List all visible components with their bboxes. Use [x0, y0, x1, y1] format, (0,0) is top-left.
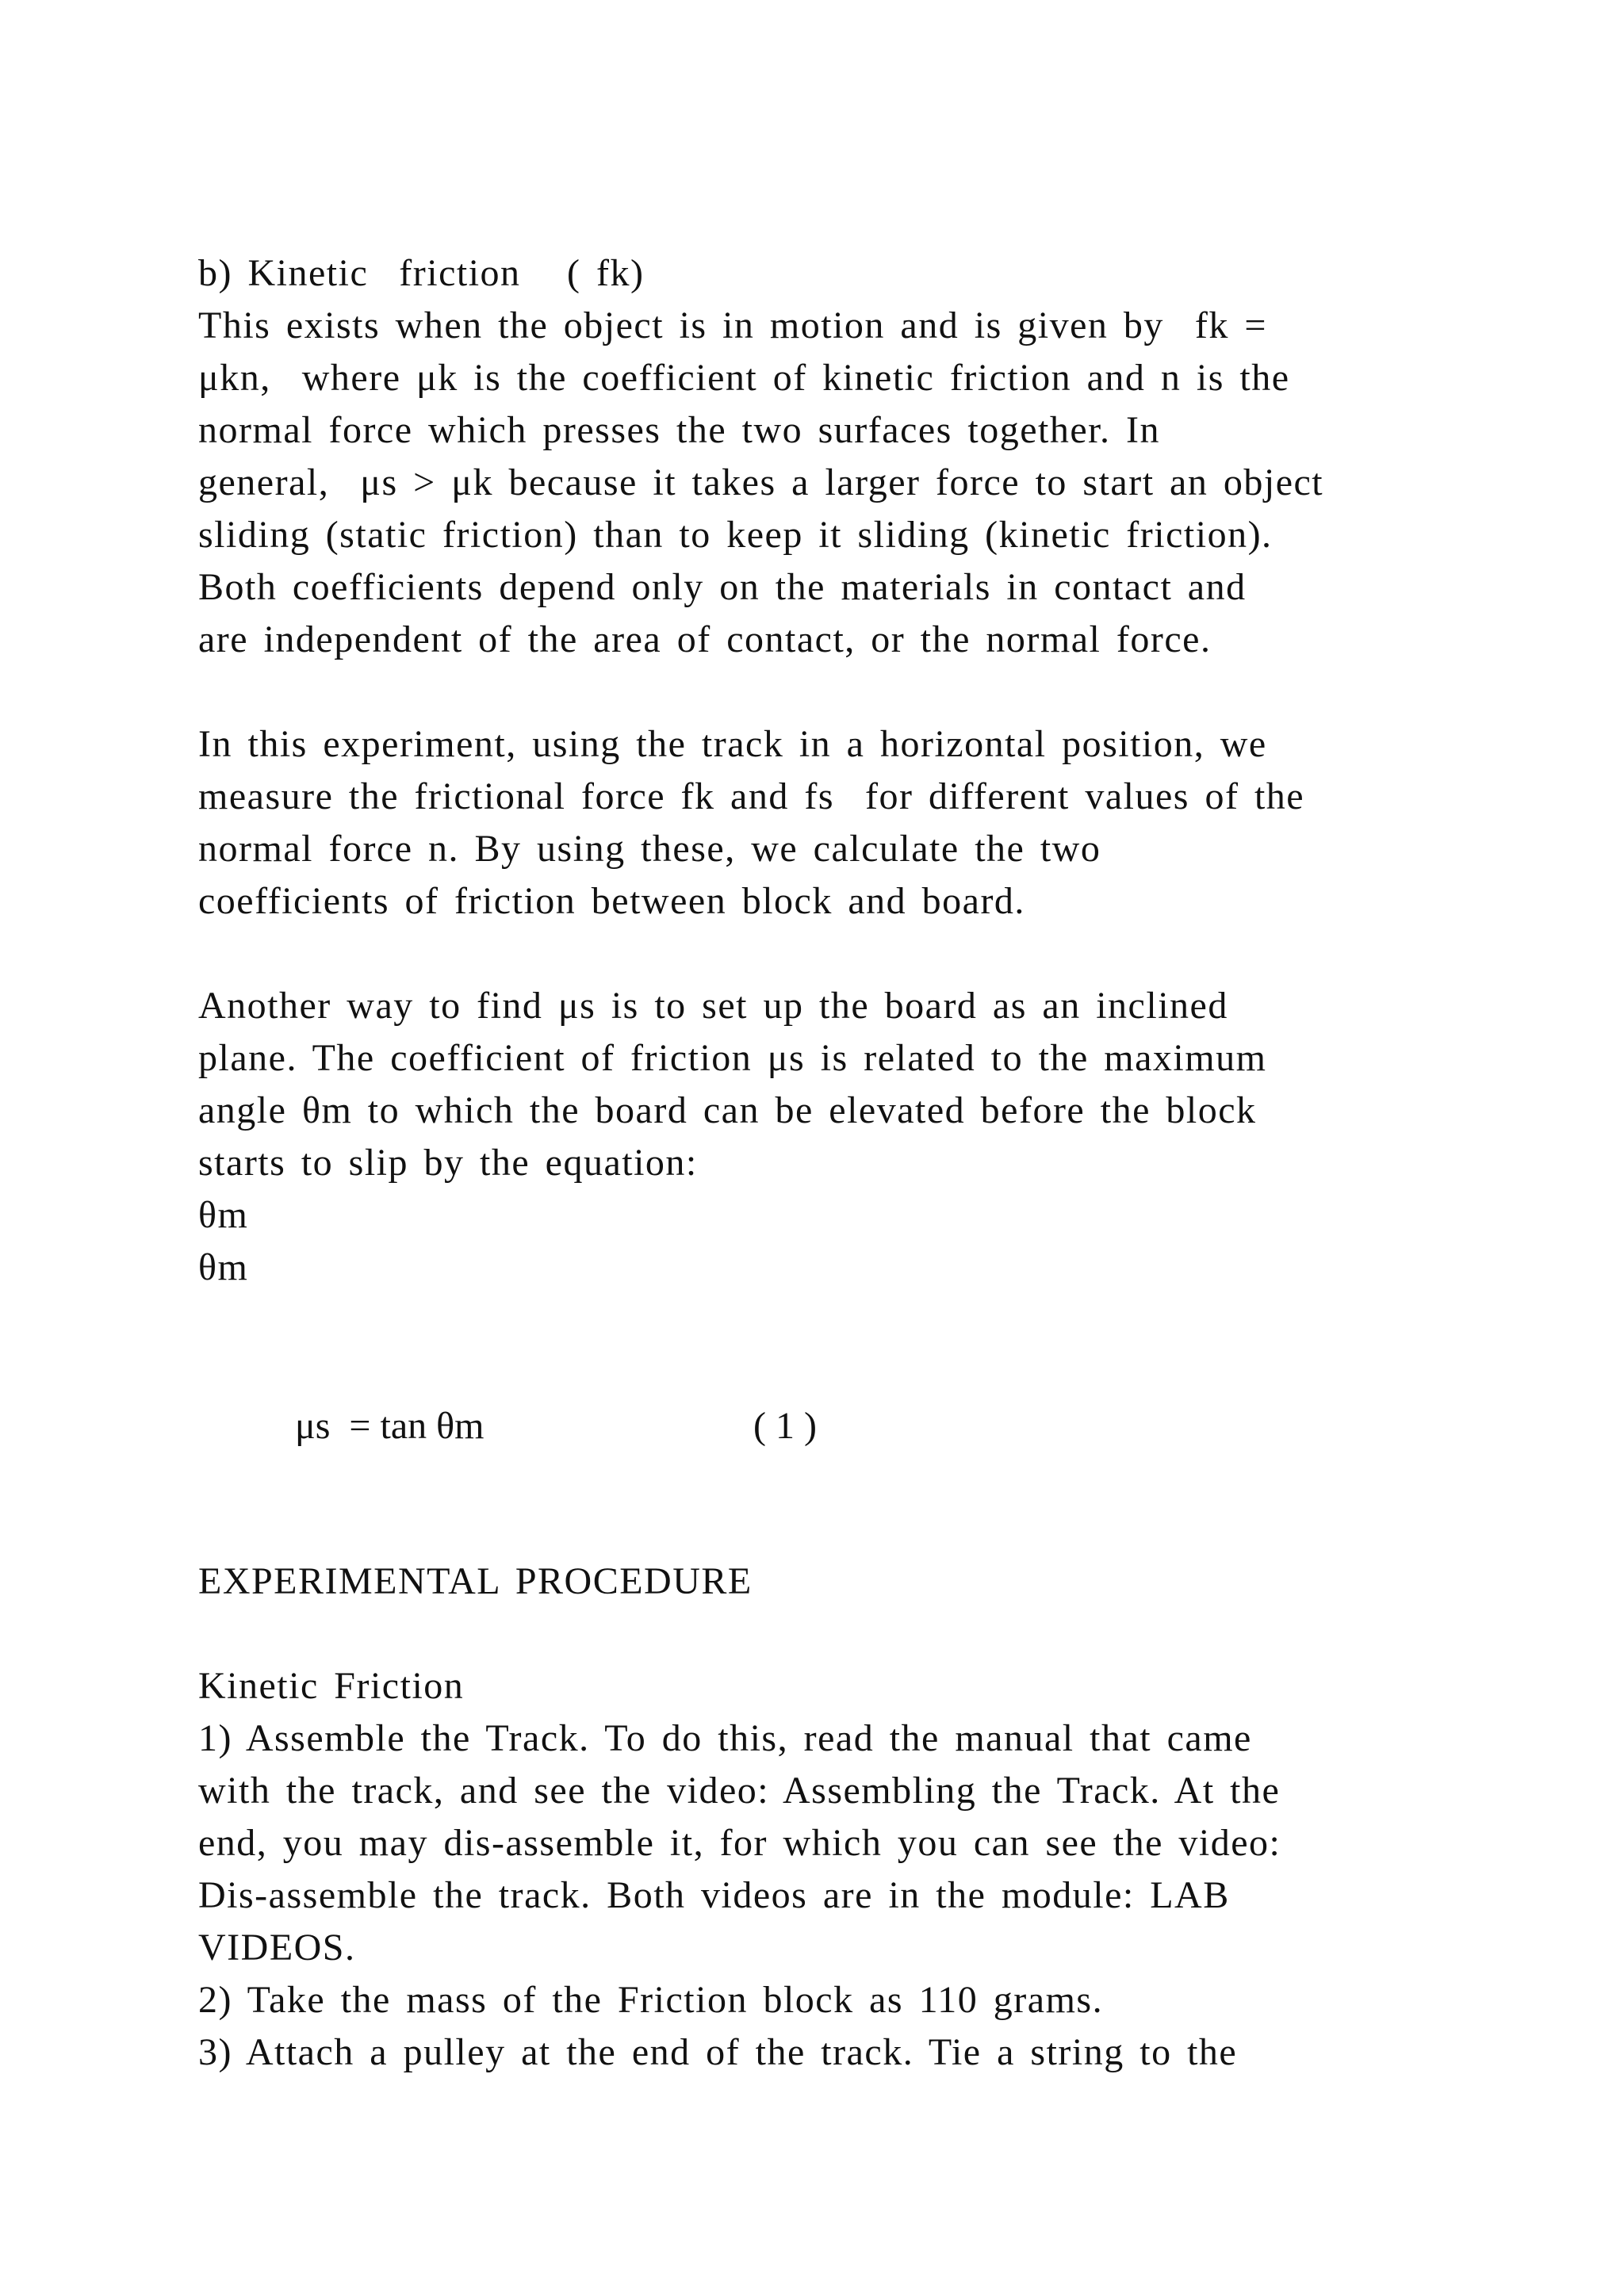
paragraph-line: coefficients of friction between block and board. — [198, 880, 1025, 922]
paragraph-line: μkn, where μk is the coefficient of kinetic friction and n is the — [198, 357, 1290, 399]
paragraph-line: Both coefficients depend only on the materials in contact and — [198, 566, 1247, 608]
paragraph-line: plane. The coefficient of friction μs is related to the maximum — [198, 1037, 1267, 1079]
angle-label: θm — [198, 1246, 249, 1288]
paragraph-line: This exists when the object is in motion and is given by fk = — [198, 304, 1267, 346]
procedure-step-line: 1) Assemble the Track. To do this, read the manual that came — [198, 1717, 1252, 1759]
paragraph-line: In this experiment, using the track in a horizontal position, we — [198, 723, 1267, 765]
procedure-step-line: 2) Take the mass of the Friction block as 110 grams. — [198, 1979, 1104, 2021]
paragraph-line: measure the frictional force fk and fs for different values of the — [198, 775, 1305, 817]
angle-label: θm — [198, 1194, 249, 1236]
paragraph-line: general, μs > μk because it takes a larger force to start an object — [198, 461, 1324, 503]
paragraph-line: starts to slip by the equation: — [198, 1142, 698, 1184]
procedure-step-line: VIDEOS. — [198, 1927, 356, 1969]
procedure-step-line: 3) Attach a pulley at the end of the track. Tie a string to the — [198, 2031, 1238, 2073]
paragraph-line: Another way to find μs is to set up the board as an inclined — [198, 985, 1228, 1027]
paragraph-line: normal force which presses the two surfaces together. In — [198, 409, 1160, 451]
procedure-subheading: Kinetic Friction — [198, 1665, 465, 1707]
paragraph-line: sliding (static friction) than to keep it sliding (kinetic friction). — [198, 514, 1273, 556]
procedure-heading: EXPERIMENTAL PROCEDURE — [198, 1560, 753, 1602]
equation-number: ( 1 ) — [753, 1405, 817, 1447]
paragraph-line: are independent of the area of contact, or the normal force. — [198, 618, 1212, 660]
equation-expression: μs = tan θm — [295, 1405, 485, 1447]
procedure-step-line: end, you may dis-assemble it, for which you can see the video: — [198, 1822, 1281, 1864]
procedure-step-line: Dis-assemble the track. Both videos are in the module: LAB — [198, 1874, 1230, 1916]
procedure-step-line: with the track, and see the video: Assembling the Track. At the — [198, 1770, 1281, 1812]
paragraph-line: angle θm to which the board can be elevated before the block — [198, 1089, 1257, 1131]
paragraph-line: normal force n. By using these, we calculate the two — [198, 828, 1101, 870]
section-heading-kinetic-friction: b) Kinetic friction ( fk) — [198, 252, 645, 294]
